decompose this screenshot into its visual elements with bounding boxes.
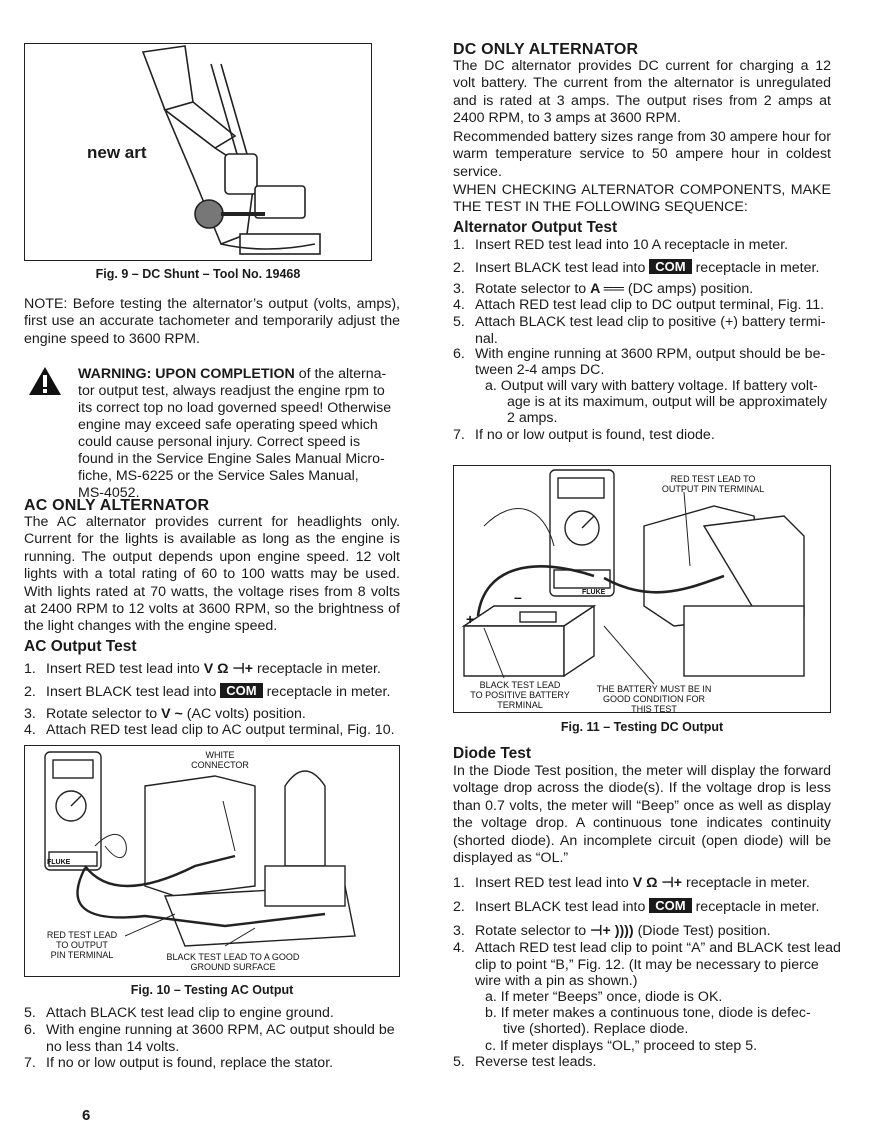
dc-body: The DC alternator provides DC current for charging a 12 volt battery. The current from the alternator is unregulated and is rated at 3 amps. The output rises from 2 amps at 2400 RPM, to 3 amps at 3600 RPM.	[453, 58, 831, 127]
step-number: 4.	[453, 940, 465, 956]
note-paragraph: NOTE: Before testing the alternator’s output (volts, amps), first use an accurate tachometer and temporarily adjust the engine speed to 3600 RPM.	[24, 296, 400, 347]
vohm-diode-symbol: V Ω ⊣+	[632, 875, 683, 891]
step-number: 2.	[24, 684, 36, 700]
step-number: 1.	[453, 875, 465, 891]
diode-beep-symbol: ⊣+ ))))	[590, 923, 634, 939]
dc-test-heading: Alternator Output Test	[453, 219, 618, 236]
com-badge: COM	[649, 259, 691, 274]
diode-sub-c: c. If meter displays “OL,” proceed to step 5.	[485, 1038, 758, 1054]
positive-terminal-mark: +	[466, 611, 475, 627]
page-number: 6	[82, 1107, 91, 1124]
step-text: receptacle in meter.	[262, 684, 391, 700]
step-number: 7.	[24, 1055, 36, 1071]
warning-line-7: fiche, MS-6225 or the Service Sales Manual,	[78, 468, 359, 484]
dc-step-5	[453, 314, 826, 331]
step-text: receptacle in meter.	[691, 899, 820, 915]
warning-line-3: its correct top no load governed speed! Otherwise	[78, 400, 392, 416]
diode-sub-a: a. If meter “Beeps” once, diode is OK.	[485, 989, 723, 1005]
ac-test-heading: AC Output Test	[24, 638, 137, 655]
diode-step-1	[453, 875, 810, 892]
dc-heading: DC ONLY ALTERNATOR	[453, 41, 639, 58]
ac-body: The AC alternator provides current for headlights only. Current for the lights is available as long as the engine is running. The output depends upon engine speed. 12 volt lights with a total rating of 60 to 100 watts may be used. With lights rated at 70 watts, the voltage rises from 8 volts at 2400 RPM to 12 volts at 3600 RPM, so the brightness of the light changes with the engine speed.	[24, 514, 400, 635]
step-number: 1.	[24, 661, 36, 677]
ac-step-7	[24, 1055, 333, 1072]
step-text: receptacle in meter.	[682, 875, 810, 891]
dc-output-test-drawing	[454, 466, 831, 713]
diode-step-4-cont-1: clip to point “B,” Fig. 12. (It may be necessary to pierce	[475, 957, 819, 973]
step-number: 6.	[24, 1022, 36, 1038]
diode-sub-b-1: b. If meter makes a continuous tone, diode is defec-	[485, 1005, 811, 1021]
step-text: Attach RED test lead clip to point “A” and BLACK test lead	[475, 940, 841, 956]
warning-line-8: MS-4052.	[78, 485, 140, 501]
step-text: Rotate selector to	[475, 923, 591, 939]
ac-step-3	[24, 706, 306, 723]
step-number: 3.	[24, 706, 36, 722]
diode-body: In the Diode Test position, the meter will display the forward voltage drop across the diode(s). If the voltage drop is less than 0.7 volts, the meter will “Beep” once as well as display the voltage drop. A continuous tone indicates continuity (shorted diode). An incomplete circuit (open diode) will be displayed as “OL.”	[453, 763, 831, 867]
step-number: 4.	[24, 722, 36, 738]
diode-step-4	[453, 940, 841, 957]
fig10-label-red-lead: RED TEST LEAD TO OUTPUT PIN TERMINAL	[46, 930, 118, 960]
step-number: 3.	[453, 923, 465, 939]
warning-line-1	[78, 366, 400, 383]
diode-sub-b-2: tive (shorted). Replace diode.	[503, 1021, 689, 1037]
dc-step-1	[453, 237, 788, 254]
dc-step-6	[453, 346, 825, 363]
fig10-label-black-lead: BLACK TEST LEAD TO A GOOD GROUND SURFACE	[166, 952, 300, 972]
step-text: (AC volts) position.	[182, 706, 306, 722]
step-number: 2.	[453, 899, 465, 915]
fig10-label-white-connector: WHITE CONNECTOR	[191, 750, 249, 770]
warning-line-6: found in the Service Engine Sales Manual Micro-	[78, 451, 385, 467]
meter-brand-text: FLUKE	[582, 589, 606, 596]
com-badge: COM	[220, 683, 262, 698]
step-text: receptacle in meter.	[253, 661, 381, 677]
com-badge: COM	[649, 898, 691, 913]
fig11-label-black-lead: BLACK TEST LEAD TO POSITIVE BATTERY TERMINAL	[470, 680, 570, 710]
fig9-caption: Fig. 9 – DC Shunt – Tool No. 19468	[95, 267, 301, 281]
fig10-caption: Fig. 10 – Testing AC Output	[130, 983, 294, 997]
warning-icon	[28, 366, 62, 401]
fig11-label-battery: THE BATTERY MUST BE IN GOOD CONDITION FOR THIS TEST	[596, 684, 712, 713]
step-text: Attach RED test lead clip to AC output terminal, Fig. 10.	[46, 722, 395, 738]
adc-symbol: A ══	[590, 281, 624, 297]
step-number: 3.	[453, 281, 465, 297]
diode-step-4-cont-2: wire with a pin as shown.)	[475, 973, 638, 989]
warning-line-5: could cause personal injury. Correct speed is	[78, 434, 361, 450]
dc-step-6-sub-a: a. Output will vary with battery voltage. If battery volt-	[485, 378, 818, 394]
dc-step-6-sub-c: 2 amps.	[507, 410, 558, 426]
negative-terminal-mark: –	[514, 589, 522, 605]
step-text: With engine running at 3600 RPM, AC output should be	[46, 1022, 395, 1038]
warning-line1-rest: of the alterna-	[294, 366, 387, 382]
diode-step-3	[453, 923, 771, 940]
vohm-diode-symbol: V Ω ⊣+	[203, 661, 254, 677]
dc-step-4	[453, 297, 824, 314]
fig10-illustration	[24, 745, 400, 977]
step-text: Attach RED test lead clip to DC output terminal, Fig. 11.	[475, 297, 825, 313]
step-number: 7.	[453, 427, 465, 443]
dc-sequence: WHEN CHECKING ALTERNATOR COMPONENTS, MAKE THE TEST IN THE FOLLOWING SEQUENCE:	[453, 182, 831, 216]
step-text: If no or low output is found, replace the stator.	[46, 1055, 334, 1071]
meter-brand-text: FLUKE	[47, 859, 71, 866]
fig11-caption: Fig. 11 – Testing DC Output	[560, 720, 724, 734]
step-text: Insert BLACK test lead into	[475, 260, 650, 276]
dc-step-7	[453, 427, 715, 444]
step-number: 6.	[453, 346, 465, 362]
step-text: (Diode Test) position.	[633, 923, 771, 939]
step-text: Insert RED test lead into	[475, 875, 633, 891]
diode-step-5	[453, 1054, 596, 1071]
step-text: Insert BLACK test lead into	[475, 899, 650, 915]
fig11-label-red-lead: RED TEST LEAD TO OUTPUT PIN TERMINAL	[661, 474, 765, 494]
step-text: Reverse test leads.	[475, 1054, 597, 1070]
ac-step-6-cont: no less than 14 volts.	[46, 1039, 180, 1055]
step-text: Insert RED test lead into 10 A receptacle in meter.	[475, 237, 789, 253]
dc-step-6-sub-b: age is at its maximum, output will be approximately	[507, 394, 828, 410]
ac-step-2	[24, 683, 390, 701]
step-text: Insert RED test lead into	[46, 661, 204, 677]
step-text: With engine running at 3600 RPM, output should be be-	[475, 346, 826, 362]
dc-step-6-cont: tween 2-4 amps DC.	[475, 362, 605, 378]
fig9-illustration	[24, 43, 372, 261]
step-number: 1.	[453, 237, 465, 253]
dc-shunt-tool-drawing	[25, 44, 372, 261]
step-number: 5.	[453, 1054, 465, 1070]
step-text: Rotate selector to	[46, 706, 162, 722]
dc-battery: Recommended battery sizes range from 30 ampere hour for warm temperature service to 50 ampere hour in coldest service.	[453, 129, 831, 180]
step-number: 4.	[453, 297, 465, 313]
warning-line-2: tor output test, always readjust the engine rpm to	[78, 383, 385, 399]
dc-step-2	[453, 259, 819, 277]
fig11-illustration	[453, 465, 831, 713]
ac-heading: AC ONLY ALTERNATOR	[24, 497, 210, 514]
step-text: (DC amps) position.	[623, 281, 754, 297]
step-number: 2.	[453, 260, 465, 276]
ac-step-5	[24, 1005, 334, 1022]
diode-heading: Diode Test	[453, 745, 532, 762]
step-text: receptacle in meter.	[691, 260, 820, 276]
ac-step-6	[24, 1022, 395, 1039]
ac-step-4	[24, 722, 395, 739]
warning-bold: WARNING: UPON COMPLETION	[78, 366, 295, 382]
step-number: 5.	[453, 314, 465, 330]
step-text: Rotate selector to	[475, 281, 591, 297]
diode-step-2	[453, 898, 819, 916]
warning-line-4: engine may exceed safe operating speed which	[78, 417, 378, 433]
step-text: Attach BLACK test lead clip to positive (+) battery termi-	[475, 314, 826, 330]
step-text: If no or low output is found, test diode.	[475, 427, 715, 443]
step-text: Insert BLACK test lead into	[46, 684, 221, 700]
step-number: 5.	[24, 1005, 36, 1021]
dc-step-3	[453, 281, 753, 298]
step-text: Attach BLACK test lead clip to engine ground.	[46, 1005, 334, 1021]
ac-step-1	[24, 661, 381, 678]
dc-step-5-cont: nal.	[475, 331, 498, 347]
vac-symbol: V ~	[161, 706, 183, 722]
fig9-art-label: new art	[87, 143, 147, 162]
